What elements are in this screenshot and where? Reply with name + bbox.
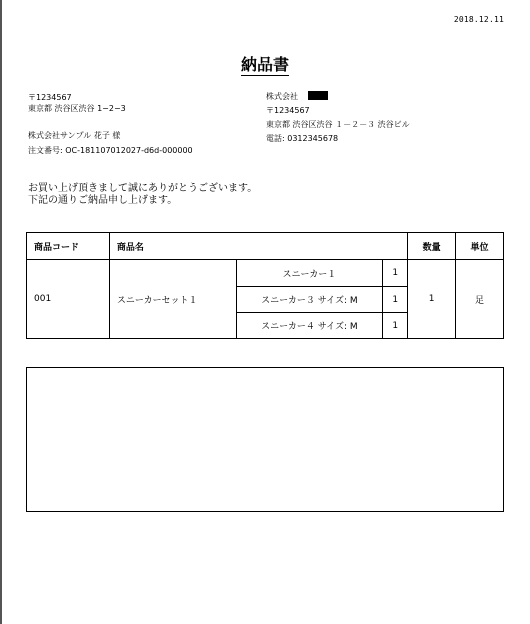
sender-block <box>266 90 410 146</box>
greeting-line-1: お買い上げ頂きまして誠にありがとうございます。 <box>28 183 258 194</box>
order-number: 注文番号: OC-181107012027-d6d-000000 <box>28 146 193 155</box>
component-name: スニーカー３ サイズ: M <box>236 287 383 313</box>
document-title-wrapper <box>0 52 530 75</box>
header-product-name: 商品名 <box>109 233 407 260</box>
product-quantity: 1 <box>408 260 456 339</box>
recipient-postal: 〒1234567 <box>28 93 72 102</box>
product-name: スニーカーセット１ <box>109 260 236 339</box>
product-code: 001 <box>27 260 110 339</box>
remarks-box <box>26 367 504 512</box>
header-product-code: 商品コード <box>27 233 110 260</box>
page-left-edge <box>0 0 2 624</box>
table-header-row <box>27 233 504 260</box>
component-qty: 1 <box>383 313 408 339</box>
greeting-line-2: 下記の通りご納品申し上げます。 <box>28 195 178 206</box>
items-table <box>26 232 504 339</box>
redaction-bar <box>308 91 328 100</box>
sender-company-line <box>266 90 410 104</box>
sender-company: 株式会社 <box>266 92 298 101</box>
sender-postal: 〒1234567 <box>266 106 310 115</box>
component-name: スニーカー１ <box>236 260 383 287</box>
issue-date: 2018.12.11 <box>453 15 504 24</box>
greeting-message <box>28 183 257 207</box>
component-qty: 1 <box>383 287 408 313</box>
component-name: スニーカー４ サイズ: M <box>236 313 383 339</box>
component-qty: 1 <box>383 260 408 287</box>
recipient-address: 東京都 渋谷区渋谷 1−2−3 <box>28 104 126 113</box>
header-unit: 単位 <box>456 233 504 260</box>
product-unit: 足 <box>456 260 504 339</box>
recipient-block <box>28 92 193 156</box>
recipient-spacer <box>28 114 193 130</box>
sender-address: 東京都 渋谷区渋谷 １－２－３ 渋谷ビル <box>266 120 410 129</box>
table-row <box>27 260 504 287</box>
recipient-name: 株式会社サンプル 花子 様 <box>28 131 121 140</box>
sender-phone: 電話: 0312345678 <box>266 134 339 143</box>
document-title: 納品書 <box>240 55 289 74</box>
header-quantity: 数量 <box>408 233 456 260</box>
